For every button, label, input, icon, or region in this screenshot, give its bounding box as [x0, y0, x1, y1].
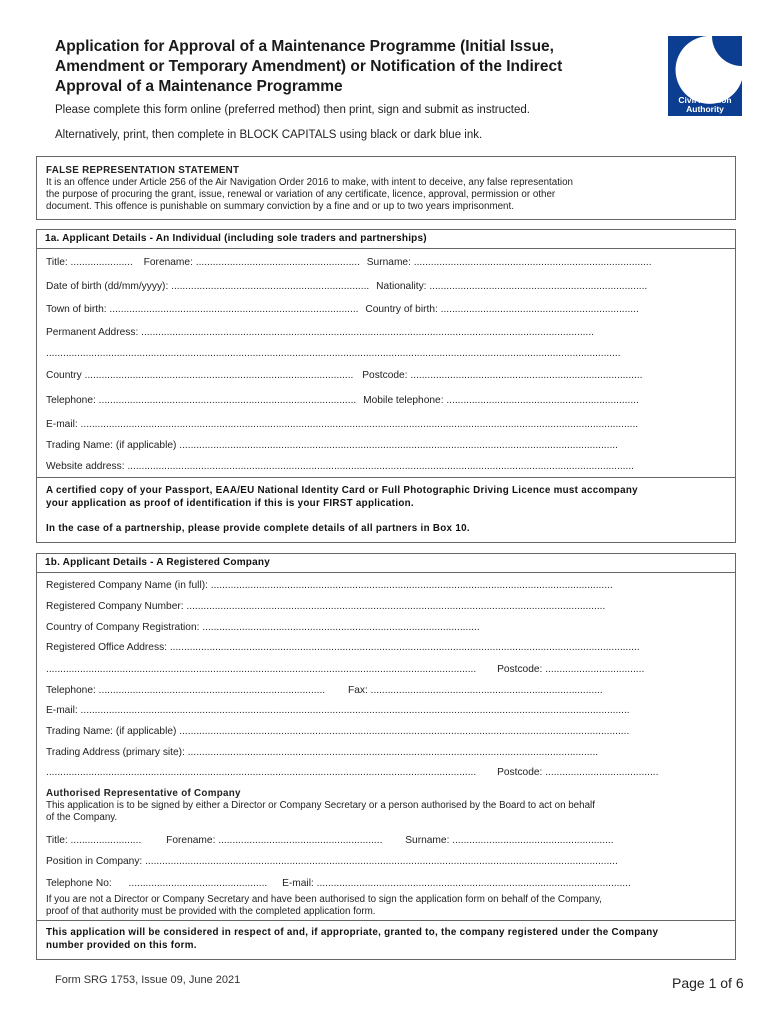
authorised-rep-text-2: of the Company.	[46, 812, 118, 823]
company-telephone-field[interactable]: Telephone: ................................................................................	[46, 685, 326, 696]
intro-block-capitals: Alternatively, print, then complete in BLOCK CAPITALS using black or dark blue ink.	[55, 129, 483, 141]
rep-forename-field[interactable]: Forename: ..........................................................	[166, 835, 383, 846]
logo-text	[668, 96, 742, 114]
country-of-registration-field[interactable]: Country of Company Registration: ..................................................................................................	[46, 622, 480, 633]
section-1b-heading: 1b. Applicant Details - A Registered Company	[37, 554, 735, 573]
trading-address-field[interactable]: Trading Address (primary site): .................................................................................................................................................	[46, 747, 599, 758]
authorised-rep-text-1: This application is to be signed by either a Director or Company Secretary or a person authorised by the Board to act on behalf	[46, 800, 595, 811]
authority-note-2: proof of that authority must be provided with the completed application form.	[46, 906, 376, 917]
mobile-telephone-field[interactable]: Mobile telephone: ....................................................................	[363, 395, 639, 406]
logo-line-2: Authority	[686, 104, 724, 114]
rep-name-row	[46, 834, 729, 848]
dob-field[interactable]: Date of birth (dd/mm/yyyy): ......................................................................	[46, 281, 370, 292]
surname-field[interactable]: Surname: ....................................................................................	[366, 257, 652, 268]
section-1b	[36, 553, 736, 960]
country-postcode-row	[46, 369, 729, 383]
trading-address-line-2[interactable]: ........................................................................................................................................................	[46, 767, 477, 778]
logo-line-1: Civil Aviation	[678, 95, 732, 105]
office-postcode-field[interactable]: Postcode: ...................................	[497, 664, 645, 675]
rep-surname-field[interactable]: Surname: .........................................................	[405, 835, 614, 846]
false-rep-line-1: It is an offence under Article 256 of the Air Navigation Order 2016 to make, with intent to deceive, any false representation	[46, 177, 573, 188]
company-final-note-2: number provided on this form.	[46, 940, 197, 951]
authorised-rep-heading: Authorised Representative of Company	[46, 788, 241, 799]
rep-telephone-label: Telephone No:	[46, 878, 112, 889]
permanent-address-line-2[interactable]: ...........................................................................................................................................................................................................	[46, 348, 621, 359]
country-of-birth-field[interactable]: Country of birth: ......................................................................	[365, 304, 639, 315]
trading-address-row-2	[46, 766, 729, 780]
id-note-line-2: your application as proof of identification if this is your FIRST application.	[46, 498, 414, 509]
office-address-row-2	[46, 663, 729, 677]
email-field[interactable]: E-mail: .....................................................................................................................................................................................................	[46, 419, 639, 430]
title-line-3: Approval of a Maintenance Programme	[55, 78, 343, 95]
town-of-birth-field[interactable]: Town of birth: ........................................................................................	[46, 304, 359, 315]
telephone-row	[46, 394, 729, 408]
false-rep-heading: FALSE REPRESENTATION STATEMENT	[46, 165, 240, 176]
company-final-note-1: This application will be considered in respect of and, if appropriate, granted to, the company registered under the Company	[46, 927, 659, 938]
partnership-note: In the case of a partnership, please provide complete details of all partners in Box 10.	[46, 523, 470, 534]
id-note-line-1: A certified copy of your Passport, EAA/EU National Identity Card or Full Photographic Driving Licence must accompany	[46, 485, 638, 496]
form-reference: Form SRG 1753, Issue 09, June 2021	[55, 974, 241, 986]
individual-name-row	[46, 256, 729, 270]
authority-note-1: If you are not a Director or Company Secretary and have been authorised to sign the application form on behalf of the Company,	[46, 894, 602, 905]
false-rep-line-3: document. This offence is punishable on summary conviction by a fine and or up to two years imprisonment.	[46, 201, 514, 212]
rep-email-field[interactable]: E-mail: ...............................................................................................................	[282, 878, 631, 889]
section-1a-heading: 1a. Applicant Details - An Individual (including sole traders and partnerships)	[37, 230, 735, 249]
title-line-2: Amendment or Temporary Amendment) or Notification of the Indirect	[55, 58, 563, 75]
rep-title-field[interactable]: Title: .........................	[46, 835, 142, 846]
section-1a	[36, 229, 736, 543]
nationality-field[interactable]: Nationality: .............................................................................	[376, 281, 648, 292]
page-number: Page 1 of 6	[672, 975, 744, 991]
company-trading-name-field[interactable]: Trading Name: (if applicable) ...............................................................................................................................................................	[46, 726, 630, 737]
company-name-field[interactable]: Registered Company Name (in full): ..............................................................................................................................................	[46, 580, 613, 591]
company-fax-field[interactable]: Fax: ..................................................................................	[347, 685, 603, 696]
section-1b-divider	[37, 920, 735, 921]
birthplace-row	[46, 303, 729, 317]
title-line-1: Application for Approval of a Maintenance Programme (Initial Issue,	[55, 38, 554, 55]
title-field[interactable]: Title: ......................	[46, 257, 133, 268]
rep-contact-row	[46, 877, 729, 891]
company-email-field[interactable]: E-mail: ..................................................................................................................................................................................................	[46, 705, 630, 716]
trading-name-field[interactable]: Trading Name: (if applicable) ...........................................................................................................................................................	[46, 440, 618, 451]
forename-field[interactable]: Forename: ..........................................................	[143, 257, 360, 268]
rep-telephone-field[interactable]: .................................................	[128, 878, 268, 889]
permanent-address-field[interactable]: Permanent Address: ................................................................................................................................................................	[46, 327, 595, 338]
trading-postcode-field[interactable]: Postcode: ........................................	[497, 767, 659, 778]
form-title	[55, 37, 635, 97]
false-rep-line-2: the purpose of procuring the grant, issue, renewal or variation of any certificate, licence, approval, permission or other	[46, 189, 556, 200]
section-1a-divider	[37, 477, 735, 478]
office-address-line-2[interactable]: ........................................................................................................................................................	[46, 664, 477, 675]
website-field[interactable]: Website address: ...................................................................................................................................................................................	[46, 461, 634, 472]
telephone-field[interactable]: Telephone: ...........................................................................................	[46, 395, 357, 406]
intro-online: Please complete this form online (preferred method) then print, sign and submit as instructed.	[55, 104, 530, 116]
false-representation-box	[36, 156, 736, 220]
office-address-field[interactable]: Registered Office Address: ......................................................................................................................................................................	[46, 642, 640, 653]
dob-row	[46, 280, 729, 294]
company-number-field[interactable]: Registered Company Number: ....................................................................................................................................................	[46, 601, 606, 612]
position-field[interactable]: Position in Company: .......................................................................................................................................................................	[46, 856, 618, 867]
company-phone-row	[46, 684, 729, 698]
postcode-field[interactable]: Postcode: ..................................................................................	[362, 370, 643, 381]
caa-logo	[668, 36, 742, 116]
country-field[interactable]: Country ...............................................................................................	[46, 370, 354, 381]
